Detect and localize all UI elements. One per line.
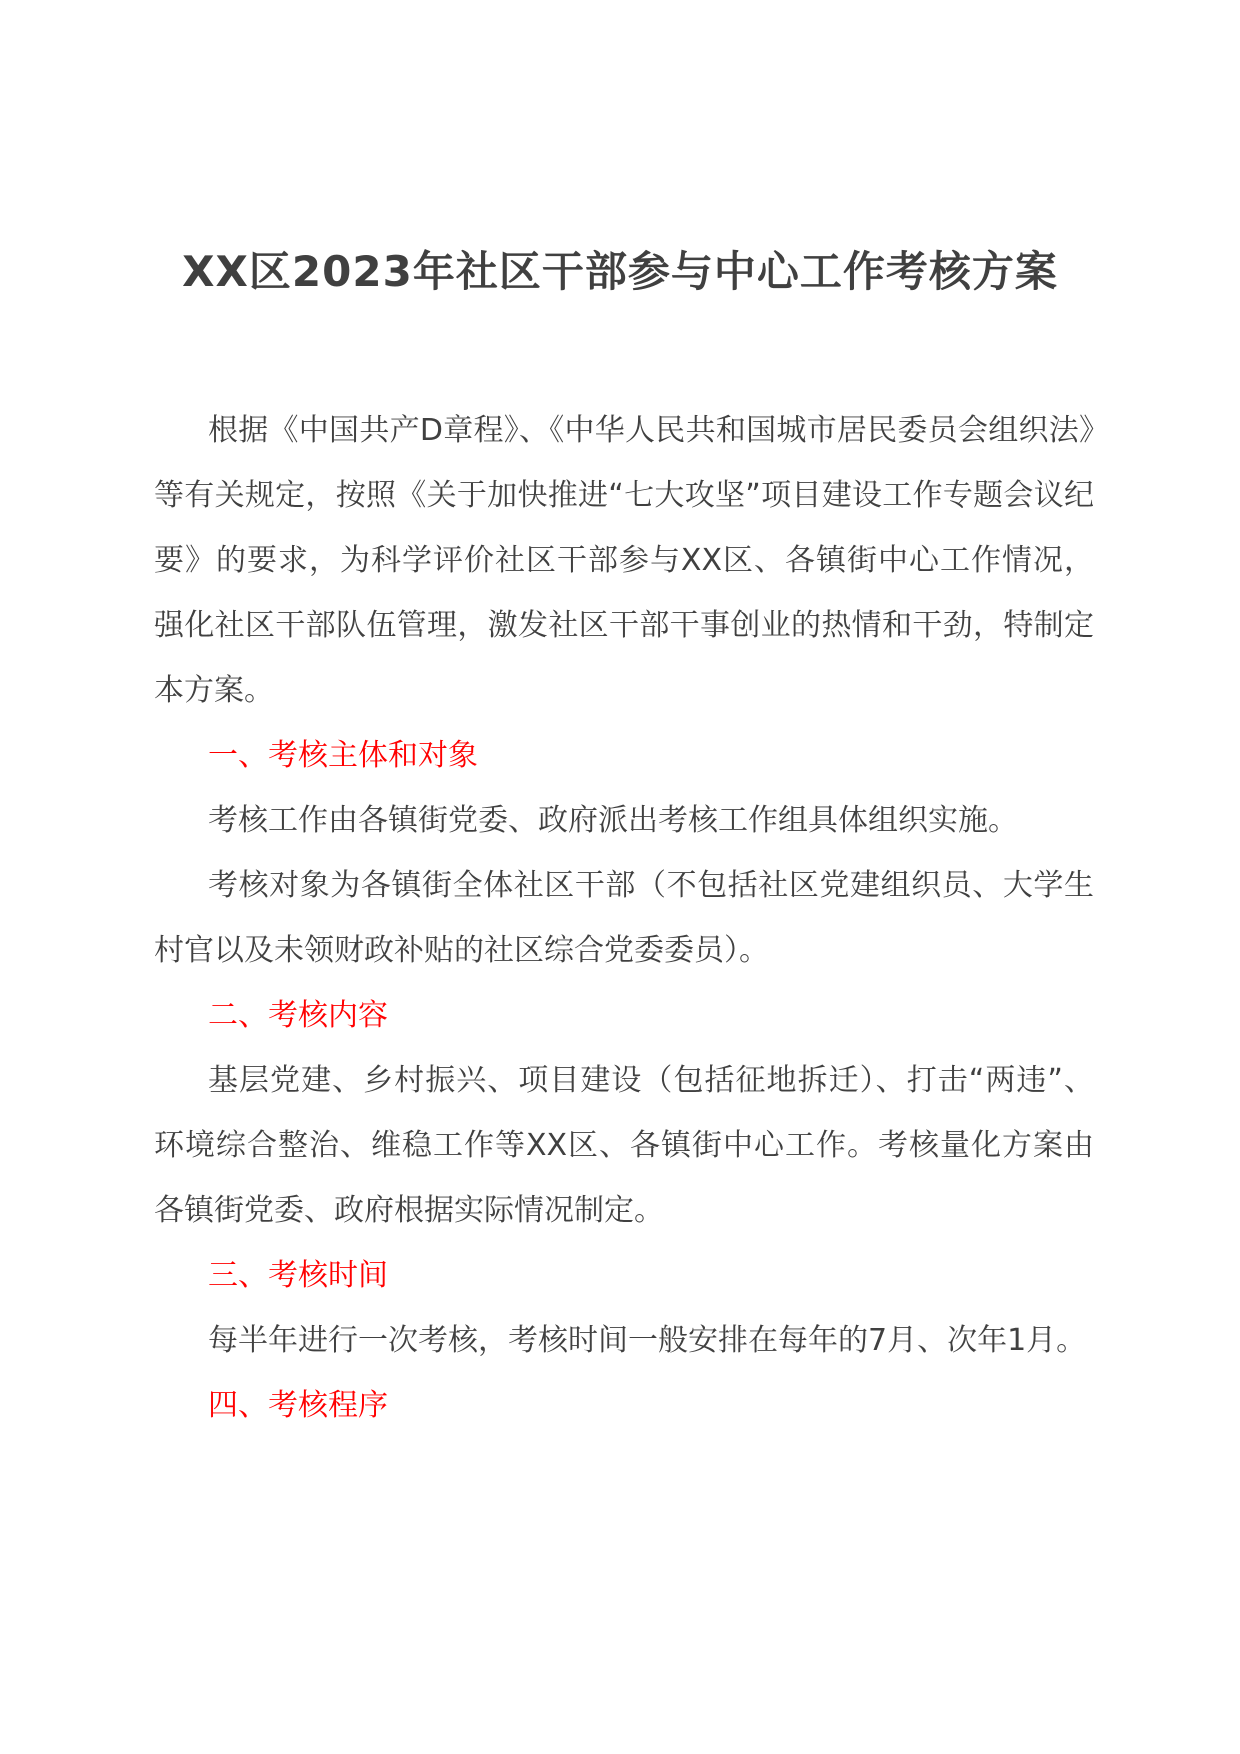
section-heading-content: 二、考核内容 [208,998,388,1033]
intro-paragraph: 根据《中国共产D章程》、《中华人民共和国城市居民委员会组织法》等有关规定，按照《关于加快推进“七大攻坚”项目建设工作专题会议纪要》的要求，为科学评价社区干部参与XX区、各镇街中心工作情况，强化社区干部队伍管理，激发社区干部干事创业的热情和干劲，特制定本方案。 [154,413,1094,708]
section-paragraph: 基层党建、乡村振兴、项目建设（包括征地拆迁）、打击“两违”、环境综合整治、维稳工作等XX区、各镇街中心工作。考核量化方案由各镇街党委、政府根据实际情况制定。 [154,1063,1094,1228]
section-paragraph: 考核对象为各镇街全体社区干部（不包括社区党建组织员、大学生村官以及未领财政补贴的社区综合党委委员）。 [154,868,1094,968]
document-body [154,398,1094,1438]
section-heading-time: 三、考核时间 [208,1258,388,1293]
section-heading-subjects: 一、考核主体和对象 [208,738,478,773]
section-paragraph: 每半年进行一次考核，考核时间一般安排在每年的7月、次年1月。 [208,1323,1087,1358]
section-heading-procedure: 四、考核程序 [208,1388,388,1423]
document-title: XX区2023年社区干部参与中心工作考核方案 [182,247,1058,296]
section-paragraph: 考核工作由各镇街党委、政府派出考核工作组具体组织实施。 [208,803,1018,838]
